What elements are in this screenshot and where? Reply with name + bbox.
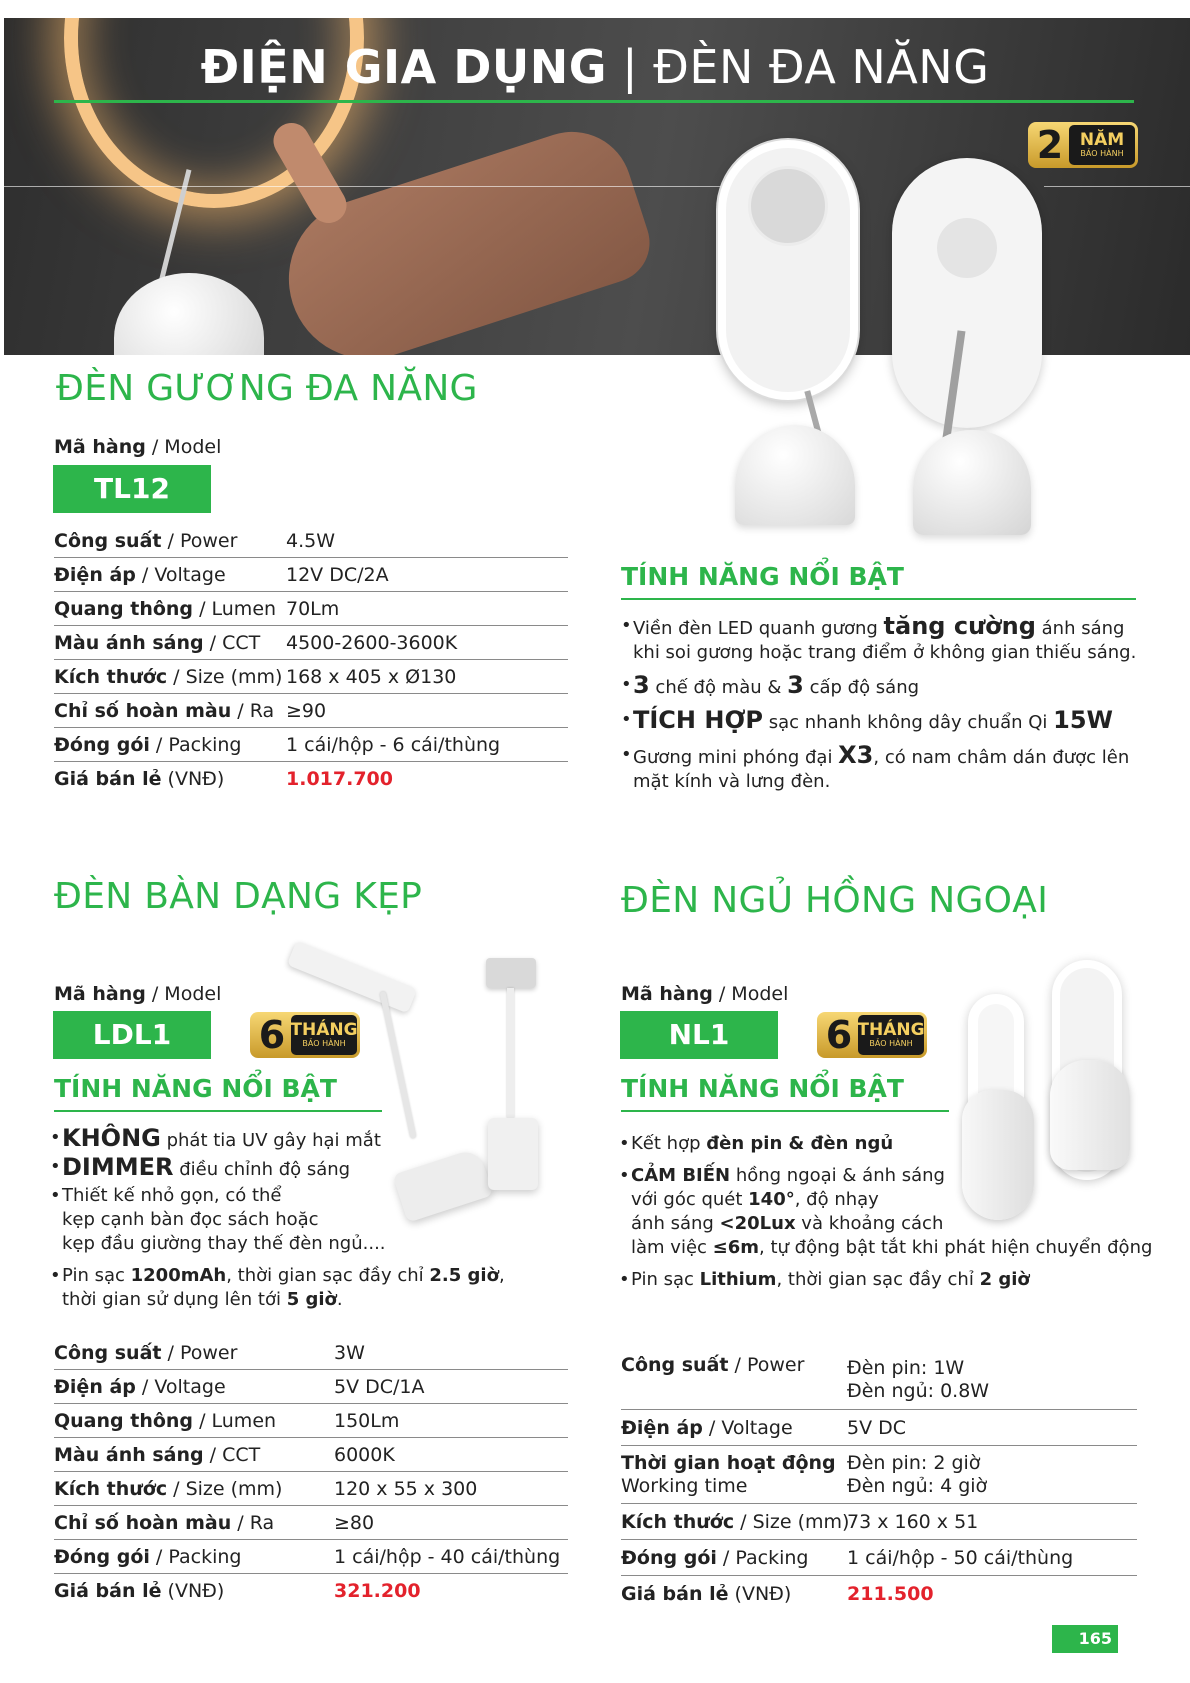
feature-item: • Pin sạc 1200mAh, thời gian sạc đầy chỉ 2.5 giờ, thời gian sử dụng lên tới 5 giờ. [50,1264,570,1312]
spec-row: Màu ánh sáng / CCT 6000K [54,1438,568,1472]
mirror-product-front-image [718,140,858,400]
feature-item: • Viền đèn LED quanh gương tăng cường ánh sáng khi soi gương hoặc trang điểm ở không gian thiếu sáng. [621,614,1141,665]
mirror-front-base [735,425,855,525]
spec-row: Đóng gói / Packing 1 cái/hộp - 40 cái/thùng [54,1540,568,1574]
features-heading-nl1: TÍNH NĂNG NỔI BẬT [621,1074,904,1103]
features-underline [621,1110,949,1112]
feature-item: • 3 chế độ màu & 3 cấp độ sáng [621,673,1141,700]
feature-list-tl12 [621,614,1141,802]
mirror-base [114,273,264,355]
spec-row: Điện áp / Voltage 5V DC [621,1410,1137,1446]
banner-thin-line [4,186,724,187]
desk-lamp-head-image [486,958,536,988]
model-code-ldl1: LDL1 [53,1011,211,1059]
feature-item: • CẢM BIẾN hồng ngoại & ánh sáng với góc quét 140°, độ nhạy ánh sáng <20Lux và khoảng cách làm việc ≤6m, tự động bật tắt khi phát hiện chuyển động [619,1164,1159,1260]
spec-row: Công suất / Power Đèn pin: 1W Đèn ngủ: 0.8W [621,1350,1137,1410]
spec-row: Kích thước / Size (mm) 168 x 405 x Ø130 [54,660,568,694]
features-underline [54,1110,382,1112]
page-title: ĐIỆN GIA DỤNG | ĐÈN ĐA NĂNG [200,40,990,94]
spec-row: Công suất / Power 4.5W [54,524,568,558]
spec-row: Điện áp / Voltage 12V DC/2A [54,558,568,592]
spec-row: Đóng gói / Packing 1 cái/hộp - 50 cái/thùng [621,1540,1137,1576]
spec-table-tl12 [54,524,568,796]
spec-row: Điện áp / Voltage 5V DC/1A [54,1370,568,1404]
product-title-night-light: ĐÈN NGỦ HỒNG NGOẠI [621,880,1049,921]
mirror-back-base [913,430,1031,535]
hand-image [268,116,660,355]
warranty-badge-6-months: 6 THÁNG BẢO HÀNH [817,1012,927,1058]
warranty-badge-2-years: 2 NĂM BẢO HÀNH [1028,122,1138,168]
feature-list-nl1 [619,1132,1159,1300]
model-label: Mã hàng / Model [54,436,222,458]
feature-item: • DIMMER điều chỉnh độ sáng [50,1155,570,1182]
spec-row: Giá bán lẻ (VNĐ) 211.500 [621,1583,934,1605]
feature-item: • Pin sạc Lithium, thời gian sạc đầy chỉ 2 giờ [619,1268,1159,1292]
feature-item: • KHÔNG phát tia UV gây hại mắt [50,1126,570,1153]
feature-list-ldl1 [50,1126,570,1320]
feature-item: • TÍCH HỢP sạc nhanh không dây chuẩn Qi 15W [621,708,1141,735]
features-heading-tl12: TÍNH NĂNG NỔI BẬT [621,562,904,591]
desk-lamp-pole-image [507,988,514,1118]
feature-item: • Gương mini phóng đại X3, có nam châm dán được lên mặt kính và lưng đèn. [621,743,1141,794]
spec-row: Kích thước / Size (mm) 73 x 160 x 51 [621,1504,1137,1540]
product-title-clip-lamp: ĐÈN BÀN DẠNG KẸP [54,876,423,917]
model-label: Mã hàng / Model [54,983,222,1005]
feature-item: • Kết hợp đèn pin & đèn ngủ [619,1132,1159,1156]
banner-thin-line-right [1044,186,1190,187]
clip-lamp-head-image [287,941,417,1014]
spec-row: Đóng gói / Packing 1 cái/hộp - 6 cái/thùng [54,728,568,762]
spec-row: Quang thông / Lumen 70Lm [54,592,568,626]
product-title-mirror-lamp: ĐÈN GƯƠNG ĐA NĂNG [56,368,478,409]
features-heading-ldl1: TÍNH NĂNG NỔI BẬT [54,1074,337,1103]
spec-table-nl1 [621,1350,1137,1612]
spec-row: Giá bán lẻ (VNĐ) 1.017.700 [54,768,393,790]
spec-row: Công suất / Power 3W [54,1336,568,1370]
warranty-badge-6-months: 6 THÁNG BẢO HÀNH [250,1012,360,1058]
model-label: Mã hàng / Model [621,983,789,1005]
model-code-tl12: TL12 [53,465,211,513]
spec-row: Chỉ số hoàn màu / Ra ≥80 [54,1506,568,1540]
spec-table-ldl1 [54,1336,568,1608]
features-underline [621,598,1136,600]
spec-row: Màu ánh sáng / CCT 4500-2600-3600K [54,626,568,660]
spec-row: Quang thông / Lumen 150Lm [54,1404,568,1438]
spec-row: Thời gian hoạt động Working time Đèn pin: 2 giờ Đèn ngủ: 4 giờ [621,1446,1137,1504]
mirror-product-back-image [892,158,1042,428]
spec-row: Chỉ số hoàn màu / Ra ≥90 [54,694,568,728]
clip-lamp-neck-image [379,991,416,1139]
model-code-nl1: NL1 [620,1011,778,1059]
feature-item: • Thiết kế nhỏ gọn, có thể kẹp cạnh bàn đọc sách hoặc kẹp đầu giường thay thế đèn ngủ.... [50,1184,570,1256]
page-number: 165 [1052,1625,1118,1653]
spec-row: Kích thước / Size (mm) 120 x 55 x 300 [54,1472,568,1506]
banner-divider [54,100,1134,103]
spec-row: Giá bán lẻ (VNĐ) 321.200 [54,1580,421,1602]
